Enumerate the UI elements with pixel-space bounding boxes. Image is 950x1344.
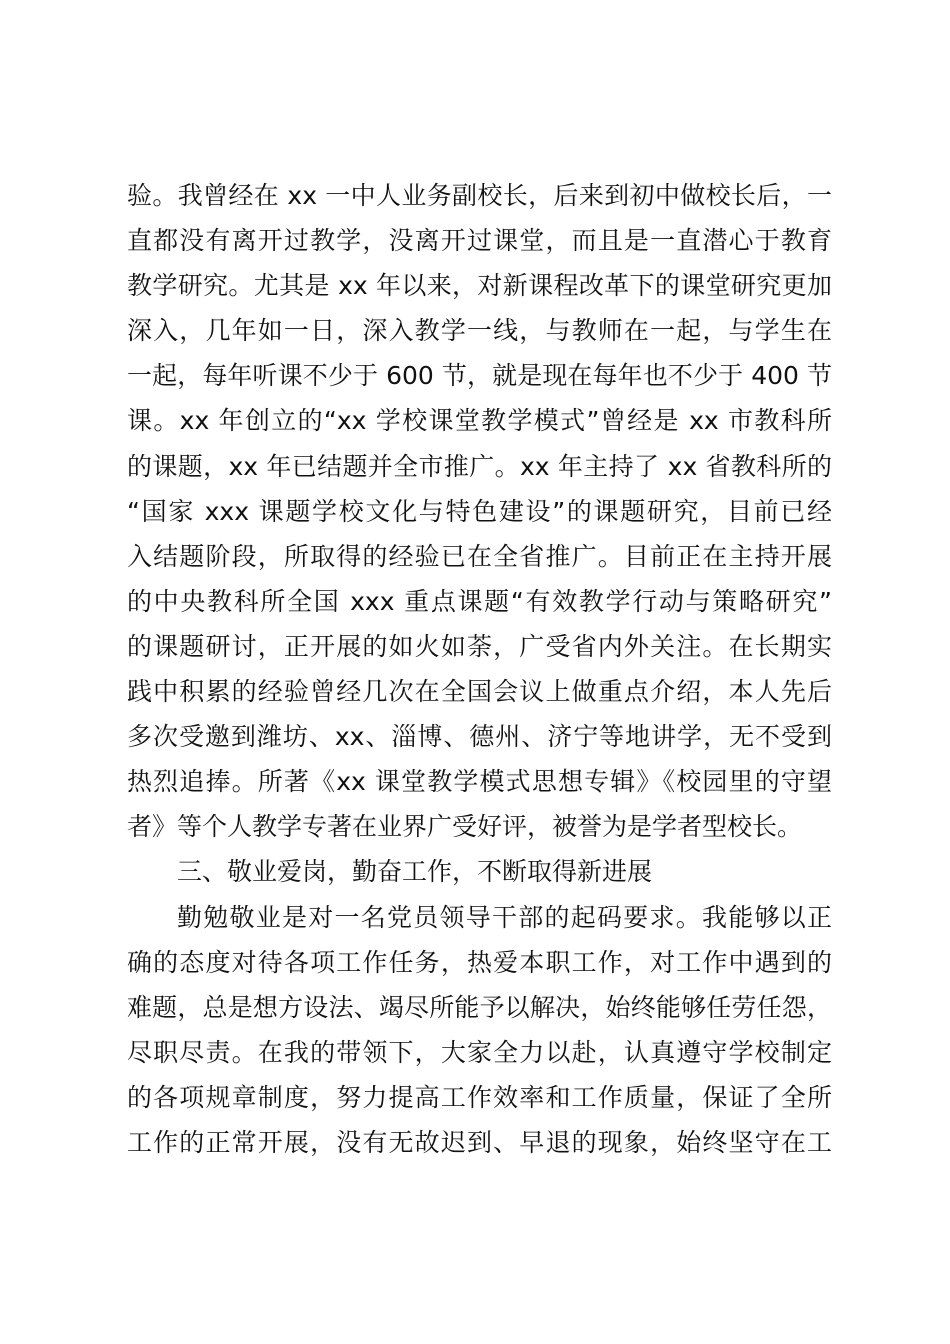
- text-line: 的课题研讨，正开展的如火如荼，广受省内外关注。在长期实: [127, 631, 832, 661]
- text-line: 的各项规章制度，努力提高工作效率和工作质量，保证了全所: [127, 1082, 832, 1112]
- text-line: 教学研究。尤其是 xx 年以来，对新课程改革下的课堂研究更加: [127, 271, 832, 301]
- paragraph-first-line: 勤勉敬业是对一名党员领导干部的起码要求。我能够以正: [177, 902, 832, 932]
- text-line: 尽职尽责。在我的带领下，大家全力以赴，认真遵守学校制定: [127, 1037, 832, 1067]
- text-line: 热烈追捧。所著《xx 课堂教学模式思想专辑》《校园里的守望: [127, 767, 832, 797]
- text-line: “国家 xxx 课题学校文化与特色建设”的课题研究，目前已经: [127, 496, 832, 526]
- text-line: 深入，几年如一日，深入教学一线，与教师在一起，与学生在: [127, 316, 832, 346]
- text-line: 直都没有离开过教学，没离开过课堂，而且是一直潜心于教育: [127, 226, 832, 256]
- text-line: 一起，每年听课不少于 600 节，就是现在每年也不少于 400 节: [127, 361, 832, 391]
- text-line: 课。xx 年创立的“xx 学校课堂教学模式”曾经是 xx 市教科所: [127, 406, 832, 436]
- document-body: [127, 173, 832, 1165]
- text-line: 多次受邀到潍坊、xx、淄博、德州、济宁等地讲学，无不受到: [127, 722, 832, 752]
- section-heading: 三、敬业爱岗，勤奋工作，不断取得新进展: [177, 857, 653, 887]
- text-line: 践中积累的经验曾经几次在全国会议上做重点介绍，本人先后: [127, 677, 832, 707]
- text-line: 难题，总是想方设法、竭尽所能予以解决，始终能够任劳任怨，: [127, 992, 832, 1022]
- text-line: 工作的正常开展，没有无故迟到、早退的现象，始终坚守在工: [127, 1127, 832, 1157]
- text-line: 的课题，xx 年已结题并全市推广。xx 年主持了 xx 省教科所的: [127, 451, 832, 481]
- text-line: 的中央教科所全国 xxx 重点课题“有效教学行动与策略研究”: [127, 586, 832, 616]
- text-line: 确的态度对待各项工作任务，热爱本职工作，对工作中遇到的: [127, 947, 832, 977]
- text-line: 验。我曾经在 xx 一中人业务副校长，后来到初中做校长后，一: [127, 181, 832, 210]
- paragraph-end-line: 者》等个人教学专著在业界广受好评，被誉为是学者型校长。: [127, 812, 803, 842]
- text-line: 入结题阶段，所取得的经验已在全省推广。目前正在主持开展: [127, 541, 832, 571]
